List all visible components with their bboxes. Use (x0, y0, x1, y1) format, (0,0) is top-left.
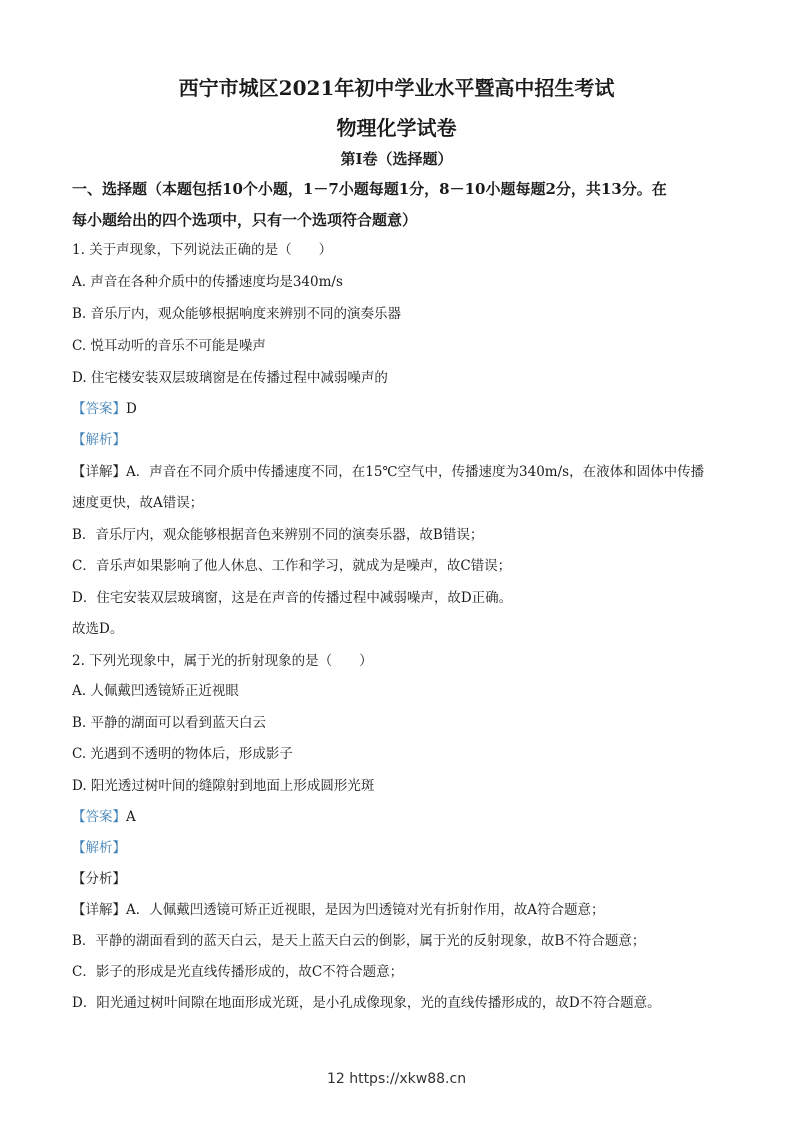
q1-detail-line: D．住宅安装双层玻璃窗，这是在声音的传播过程中减弱噪声，故D正确。 (72, 590, 513, 606)
q1-option-d: D. 住宅楼安装双层玻璃窗是在传播过程中减弱噪声的 (72, 370, 388, 386)
q2-option-c: C. 光遇到不透明的物体后，形成影子 (72, 746, 293, 762)
answer-value: A (126, 809, 136, 825)
q1-detail-line: 【详解】A．声音在不同介质中传播速度不同，在15℃空气中，传播速度为340m/s，在液体和固体中传播 (72, 464, 705, 480)
question-2-stem: 2. 下列光现象中，属于光的折射现象的是（ ） (72, 653, 373, 669)
q2-detail-line: B．平静的湖面看到的蓝天白云，是天上蓝天白云的倒影，属于光的反射现象，故B不符合题意； (72, 933, 646, 949)
section-heading-cont: 每小题给出的四个选项中，只有一个选项符合题意） (72, 211, 418, 229)
section-heading: 一、选择题（本题包括10个小题，1－7小题每题1分，8－10小题每题2分，共13分。在 (72, 180, 667, 198)
part-heading: 第Ⅰ卷（选择题） (340, 150, 453, 168)
q2-fenxi-tag: 【分析】 (72, 871, 126, 887)
q1-detail-line: 速度更快，故A错误； (72, 495, 204, 511)
q2-answer (72, 808, 136, 826)
q1-option-b: B. 音乐厅内，观众能够根据响度来辨别不同的演奏乐器 (72, 306, 402, 322)
page-footer: 12 https://xkw88.cn (326, 1071, 467, 1087)
q2-option-b: B. 平静的湖面可以看到蓝天白云 (72, 715, 267, 731)
answer-tag: 【答案】 (72, 401, 126, 417)
question-1-stem: 1. 关于声现象，下列说法正确的是（ ） (72, 242, 333, 258)
answer-tag: 【答案】 (72, 809, 126, 825)
page-subtitle: 物理化学试卷 (336, 116, 457, 140)
q1-analysis-tag: 【解析】 (72, 432, 126, 448)
q2-detail-line: 【详解】A．人佩戴凹透镜可矫正近视眼，是因为凹透镜对光有折射作用，故A符合题意； (72, 902, 605, 918)
q2-detail-line: C．影子的形成是光直线传播形成的，故C不符合题意； (72, 964, 404, 980)
q2-option-a: A. 人佩戴凹透镜矫正近视眼 (72, 683, 239, 699)
q2-analysis-tag: 【解析】 (72, 840, 126, 856)
q1-conclusion: 故选D。 (72, 621, 124, 637)
q2-detail-line: D．阳光通过树叶间隙在地面形成光斑，是小孔成像现象，光的直线传播形成的，故D不符合题意。 (72, 995, 661, 1011)
q1-detail-line: B．音乐厅内，观众能够根据音色来辨别不同的演奏乐器，故B错误； (72, 527, 484, 543)
q1-answer (72, 400, 137, 418)
q1-detail-line: C．音乐声如果影响了他人休息、工作和学习，就成为是噪声，故C错误； (72, 558, 512, 574)
q1-option-a: A. 声音在各种介质中的传播速度均是340m/s (72, 274, 343, 290)
q2-option-d: D. 阳光透过树叶间的缝隙射到地面上形成圆形光斑 (72, 778, 375, 794)
answer-value: D (126, 401, 137, 417)
page-title: 西宁市城区2021年初中学业水平暨高中招生考试 (178, 76, 615, 100)
q1-option-c: C. 悦耳动听的音乐不可能是噪声 (72, 338, 266, 354)
